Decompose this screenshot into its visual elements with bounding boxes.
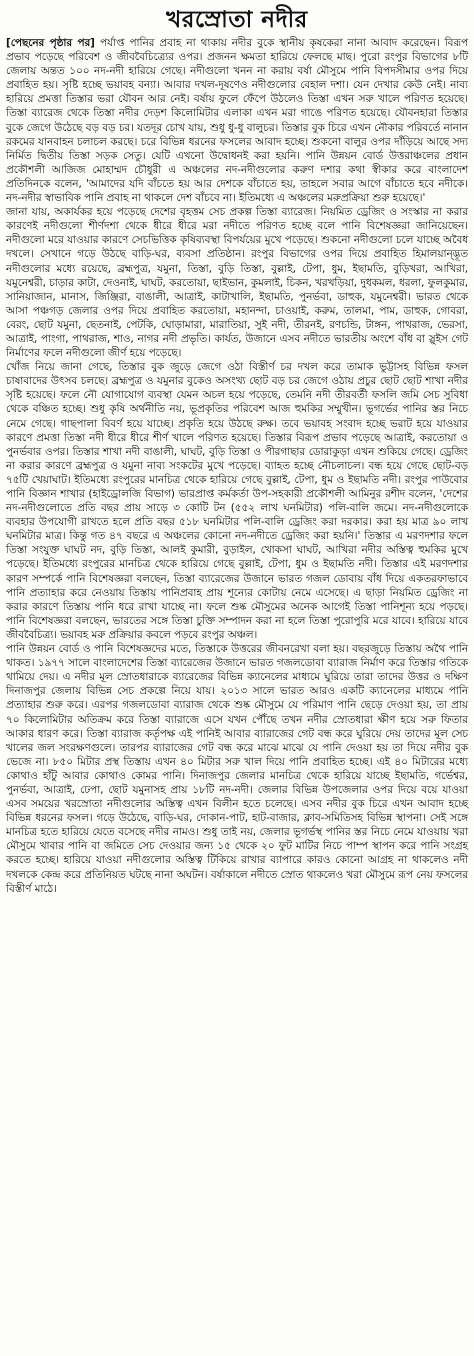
headline: খরস্রোতা নদীর <box>166 7 308 33</box>
paragraph-1 <box>6 36 468 205</box>
paragraph-3: খোঁজ নিয়ে জানা গেছে, তিস্তার বুক জুড়ে জেগে ওঠা বিস্তীর্ণ চর দখল করে তামাক ভুট্টাসহ বিভিন্ন ফসল চাষাবাদের উৎসব চলছে। ব্রহ্মপুত্র ও যমুনার বুকেও অসংখ্য ছোট বড় চর জেগে ওঠায় প্রচুর ছোট ছোট শাখা নদীর সৃষ্টি হয়েছে। ফলে নৌ যোগাযোগ ব্যবস্থা যেমন অচল হয়ে পড়েছে, তেমনি নদী তীরবর্তী ফসলি জমি সেচ সুবিধা থেকে বঞ্চিত হচ্ছে। শুধু কৃষি অর্থনীতি নয়, ভূপ্রকৃতির পরিবেশ আজ হুমকির সম্মুখীন। ভূগর্ভের পানির স্তর নিচে নেমে গেছে। গাছপালা বিবর্ণ হয়ে যাচ্ছে। প্রকৃতি হয়ে উঠছে রুক্ষ। তবে ভয়াবহ সংবাদ হচ্ছে ভরাট হয়ে যাওয়ার কারণে প্রমত্তা তিস্তা নদী ধীরে ধীরে শীর্ণ খালে পরিণত হয়েছে। তিস্তার বিরূপ প্রভাব পড়েছে আত্রাই, করতোয়া ও পুনর্ভবার ওপর। তিস্তার শাখা নদী বাঙালী, ঘাঘট, বুড়ি তিস্তা ও পীরগাছার ডোরাকুড়া এখন শুকিয়ে গেছে। ড্রেজিং না করার কারণে ব্রহ্মপুত্র ও যমুনা নাব্য সংকটের মুখে পড়েছে। ব্যাহত হচ্ছে নৌচলাচল। বন্ধ হয়ে গেছে ছোট-বড় ৭৫টি খেয়াঘাট। ইতিমধ্যে রংপুরের মানচিত্র থেকে হারিয়ে গেছে বুল্লাই, টেপা, ধুম ও ইছামতি নদী। রংপুর পাউবোর পানি বিজ্ঞান শাখার (হাইড্রোলজি বিভাগ) ভারপ্রাপ্ত কর্মকর্তা উপ-সহকারী প্রকৌশলী আমিনুর রশীদ বলেন, 'দেশের নদ-নদীগুলোতে প্রতি বছর প্রায় সাড়ে ৩ কোটি টন (৫৫২ লাখ ঘনমিটার) পলি-বালি জমে। নদ-নদীগুলোকে ব্যবহার উপযোগী রাখতে হলে প্রতি বছর ৫১৮ ঘনমিটার পলি-বালি ড্রেজিং করা দরকার। করা হয় মাত্র ৯০ লাখ ঘনমিটার মাত্র। কিন্তু গত ৪৭ বছরে এ অঞ্চলের কোনো নদ-নদীতে ড্রেজিং করা হয়নি।' তিস্তার এ মরণদশার ফলে তিস্তা সংযুক্ত ঘাঘট নদ, বুড়ি তিস্তা, আলই কুমারী, বুড়াইল, খোকসা ঘাঘট, আখিরা নদীর অস্তিত্ব হুমকির মুখে পড়েছে। ইতিমধ্যে রংপুরের মানচিত্র থেকে হারিয়ে গেছে বুল্লাই, টেপা, ধুম ও ইছামতি নদী। তিস্তার এই মরণদশার কারণ সম্পর্কে পানি বিশেষজ্ঞরা বলছেন, তিস্তা ব্যারেজের উজানে ভারত গজল ডোবায় বাঁধ দিয়ে একতরফাভাবে পানি প্রত্যাহার করে নেওয়ায় তিস্তায় পানিপ্রবাহ প্রায় শূন্যের কোটায় নেমে এসেছে। এ ছাড়া নিয়মিত ড্রেজিং না করার কারণে তিস্তায় পানি ধরে রাখা যাচ্ছে না। ফলে শুষ্ক মৌসুমের অনেক আগেই তিস্তা পানিশূন্য হয়ে পড়ছে। পানি বিশেষজ্ঞরা বলছেন, ভারতের সঙ্গে তিস্তা চুক্তি সম্পাদন করা না হলে তিস্তা পুরোপুরি মরে যাবে। হারিয়ে যাবে জীববৈচিত্র্য। ভয়াবহ মরু প্রক্রিয়ার কবলে পড়বে রংপুর অঞ্চল। <box>6 361 468 641</box>
article-body <box>6 36 468 896</box>
paragraph-2: জানা যায়, অকার্যকর হয়ে পড়েছে দেশের বৃহত্তম সেচ প্রকল্প তিস্তা ব্যারেজ। নিয়মিত ড্রেজিং ও সংস্কার না করার কারণেই নদীগুলো শীর্ণদশা থেকে ধীরে ধীরে মরা নদীতে পরিণত হচ্ছে বলে পানি বিশেষজ্ঞরা জানিয়েছেন। নদীগুলো মরে যাওয়ার কারণে সেচভিত্তিক কৃষিব্যবস্থা বিপর্যয়ের মুখে পড়েছে। শুকনো নদীগুলো চলে যাচ্ছে অবৈধ দখলে। সেখানে গড়ে উঠছে বাড়ি-ঘর, ব্যবসা প্রতিষ্ঠান। রংপুর বিভাগের ওপর দিয়ে প্রবাহিত হিমালয়ান্দ্ভূত নদীগুলোর মধ্যে রয়েছে, ব্রহ্মপুত্র, যমুনা, তিস্তা, বুড়ি তিস্তা, বুল্লাই, টেপা, ধুম, ইছামতি, বুড়িখরা, আখিরা, যমুনেশ্বরী, চাড়ার কাটা, দেওনাই, ঘাঘট, করতোয়া, ছাইভান, কুমলাই, চিকন, খরখড়িয়া, দুধকমল, ধরলা, ফুলকুমার, সানিয়াজান, মানাস, জিঞ্জিরা, বাঙালী, আত্রাই, কাটাখালি, ইছামতি, পুনর্ভবা, ডাহুক, যমুনেশ্বরী। ভারত থেকে আসা পঞ্চগড় জেলার ওপর দিয়ে প্রবাহিত করতোয়া, মহানন্দা, চাওয়াই, করুম, তালমা, পাম, ডাহুক, গোবরা, বেরং, ছোট যমুনা, ছেতনাই, পেটকি, ঘোড়ামারা, মারাতিয়া, সুই নদী, তীরনই, রণচন্ডি, টাঙ্গন, পাথরাজ, ভেরসা, আত্রাই, পাংগা, পাথরাজ, শাও, নাগর নদী প্রভৃতি। কার্যত, উজানে এসব নদীতে ভারতীয় অংশে বাঁধ বা স্লুইস গেট নির্মাণের ফলে নদীগুলো জীর্ণ হয়ে পড়েছে। <box>6 206 468 360</box>
paragraph-text: পর্যাপ্ত পানির প্রবাহ না থাকায় নদীর বুকে স্থানীয় কৃষকেরা নানা আবাদ করেছেন। বিরূপ প্রভাব পড়েছে পরিবেশ ও জীববৈচিত্র্যের ওপর। প্রজনন ক্ষমতা হারিয়ে ফেলছে মাছ। পুরো রংপুর বিভাগের ৮টি জেলায় অন্তত ১০০ নদ-নদী হারিয়ে গেছে। নদীগুলো খনন না করায় বর্ষা মৌসুমে পানি বিপদসীমার ওপর দিয়ে প্রবাহিত হয়। সৃষ্টি হচ্ছে ভয়াবহ বন্যা। আবার দখল-দূষণেও নদীগুলোর বেহাল দশা। যেন দেখার কেউ নেই। নাব্য হারিয়ে প্রমত্তা তিস্তার ভরা যৌবন আর নেই। বর্ষায় ফুলে ফেঁপে উঠলেও তিস্তা এখন সরু খালে পরিণত হয়েছে। তিস্তা ব্যারেজ থেকে তিস্তা নদীর দেড়শ কিলোমিটার এলাকা এখন মরা গাঙে পরিণত হয়েছে। যৌবনহারা তিস্তার বুকে জেগে উঠেছে বড় বড় চর। যতদূর চোখ যায়, শুধু ধু-ধু বালুচর। তিস্তার বুক চিরে এখন নৌকার পরিবর্তে নানান রকমের যানবাহন চলাচল করছে। চরে বিভিন্ন ধরনের ফসলের আবাদ হচ্ছে। শুকনো বালুর ওপর দাঁড়িয়ে আছে সদ্য নির্মিত দ্বিতীয় তিস্তা সড়ক সেতু। যেটি এখনো উদ্বোধনই করা হয়নি। পানি উন্নয়ন বোর্ড উত্তরাঞ্চলের প্রধান প্রকৌশলী আজিজ মোহাম্মদ চৌধুরী এ অঞ্চলের নদ-নদীগুলোর করুণ দশার কথা স্বীকার করে বাংলাদেশ প্রতিদিনকে বলেন, 'আমাদের যদি বাঁচতে হয় আর দেশকে বাঁচাতে হয়, তাহলে সবার আগে বাঁচাতে হবে নদীকে। নদ-নদীর স্বাভাবিক পানি প্রবাহ না থাকলে দেশ বাঁচবে না। ইতিমধ্যে এ অঞ্চলের মরুপ্রক্রিয়া শুরু হয়েছে।' <box>6 37 468 205</box>
paragraph-4: পানি উন্নয়ন বোর্ড ও পানি বিশেষজ্ঞদের মতে, তিস্তাকে উত্তরের জীবনরেখা বলা হয়। বছরজুড়ে তিস্তায় অথৈ পানি থাকত। ১৯৭৭ সালে বাংলাদেশের তিস্তা ব্যারেজের উজানে ভারত গজলডোবা ব্যারাজ নির্মাণ করে তিস্তার গতিকে থামিয়ে দেয়। এ নদীর মূল স্রোতধারাকে ব্যারেজের বিভিন্ন ক্যানেলের মাধ্যমে ঘুরিয়ে তারা তাদের উত্তর ও দক্ষিণ দিনাজপুর জেলায় বিভিন্ন সেচ প্রকল্পে নিয়ে যায়। ২০১৩ সালে ভারত আরও একটি ক্যানেলের মাধ্যমে পানি প্রত্যাহার শুরু করে। এরপর গজলডোবা ব্যারাজ থেকে শুষ্ক মৌসুমে যে পরিমাণ পানি ছেড়ে দেওয়া হয়, তা প্রায় ৭০ কিলোমিটার অতিক্রম করে তিস্তা ব্যারাজে এসে যখন পৌঁছে তখন নদীর স্রোতধারা ক্ষীণ হয়ে সরু ফিতার আকার ধারণ করে। তিস্তা ব্যারাজ কর্তৃপক্ষ এই পানিই আবার ব্যারাজের গেট বন্ধ করে ঘুরিয়ে দেয় তাদের মূল সেচ খালের জল সংরক্ষণগুলে। তারপর ব্যারাজের গেট বন্ধ করে মাঝে মাঝে যে পানি দেওয়া হয় তা দিয়ে নদীর বুক ভেজে না। ৮৫০ মিটার প্রস্থ তিস্তায় এখন ৪০ মিটার সরু খাল দিয়ে পানি প্রবাহিত হচ্ছে। এই ৪০ মিটারের মধ্যে কোথাও হাঁটু আবার কোথাও কোমর পানি। দিনাজপুর জেলার মানচিত্র থেকে হারিয়ে যাচ্ছে ইছামতি, গর্ভেশ্বর, পুনর্ভবা, আত্রাই, ঢেপা, ছোট যমুনাসহ প্রায় ১৮টি নদ-নদী। জেলার বিভিন্ন উপজেলার ওপর দিয়ে বয়ে যাওয়া এসব সময়ের খরস্রোতা নদীগুলোর অস্তিত্ব এখন বিলীন হতে চলেছে। এসব নদীর বুক চিরে এখন আবাদ হচ্ছে বিভিন্ন ধরনের ফসল। গড়ে উঠেছে, বাড়ি-ঘর, দোকান-পাট, হাট-বাজার, ক্লাব-সমিতিসহ বিভিন্ন স্থাপনা। সেই সঙ্গে মানচিত্র হতে হারিয়ে যেতে বসেছে নদীর নামও। শুধু তাই নয়, জেলার ভূগর্ভস্থ পানির স্তর নিচে নেমে যাওয়ায় খরা মৌসুমে খাবার পানি বা জমিতে সেচ দেওয়ার জন্য ১৫ থেকে ২০ ফুট মাটির নিচে পাম্প স্থাপন করে পানি সংগ্রহ করতে হচ্ছে। হারিয়ে যাওয়া নদীগুলোর অস্তিত্ব টিকিয়ে রাখার ব্যাপারে কারও কোনো আগ্রহ না থাকলেও নদী দখলকে কেন্দ্র করে প্রতিনিয়ত ঘটছে নানা অঘটন। বর্ষাকালে নদীতে স্রোত থাকলেও খরা মৌসুমে রূপ নেয় ফসলের বিস্তীর্ণ মাঠে। <box>6 643 468 895</box>
continued-from-label: [পেছনের পৃষ্ঠার পর] <box>6 37 95 49</box>
